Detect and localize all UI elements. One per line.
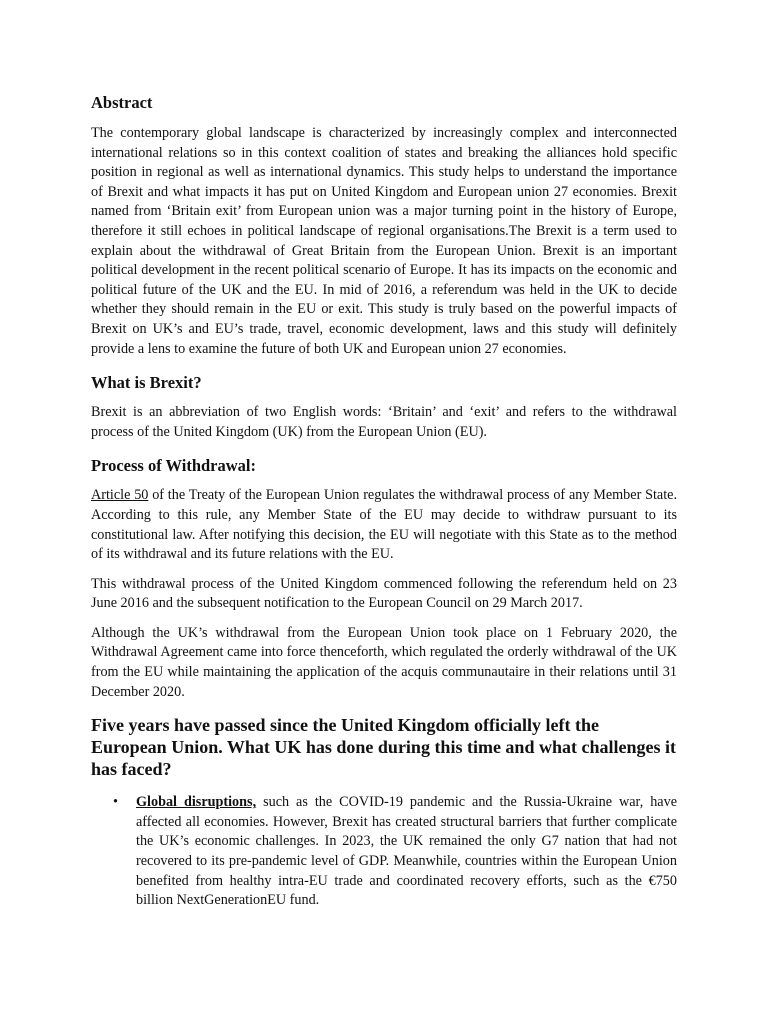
withdrawal-commenced-paragraph: This withdrawal process of the United Kingdom commenced following the referendum held on 23 June 2016 and the subsequent notification to the European Council on 29 March 2017. [91, 575, 677, 612]
list-item-paragraph [136, 793, 677, 911]
process-of-withdrawal-heading: Process of Withdrawal: [91, 456, 256, 476]
bullet-icon: • [113, 794, 118, 811]
article-50-paragraph-text: of the Treaty of the European Union regulates the withdrawal process of any Member State. According to this rule, any Member State of the EU may decide to withdraw pursuant to its constitutional law. After notifying this decision, the EU will negotiate with this State as to the method of its withdrawal and its future relations with the EU. [91, 487, 678, 563]
abstract-heading: Abstract [91, 93, 153, 112]
challenges-list [91, 793, 677, 911]
article-50-link[interactable]: Article 50 [91, 487, 149, 504]
bullet-lead-text: Global disruptions, [136, 794, 257, 811]
what-is-brexit-paragraph: Brexit is an abbreviation of two English words: ‘Britain’ and ‘exit’ and refers to the withdrawal process of the United Kingdom (UK) from the European Union (EU). [91, 404, 677, 440]
article-50-paragraph [91, 486, 677, 564]
bullet-body-text: such as the COVID-19 pandemic and the Russia-Ukraine war, have affected all economies. However, Brexit has created structural barriers that further complicate the UK’s economic challenges. In 2023, the UK remained the only G7 nation that had not recovered to its pre-pandemic level of GDP. Meanwhile, countries within the European Union benefited from healthy intra-EU trade and coordinated recovery efforts, such as the €750 billion NextGenerationEU fund. [136, 794, 677, 909]
withdrawal-agreement-paragraph: Although the UK’s withdrawal from the European Union took place on 1 February 2020, the Withdrawal Agreement came into force thenceforth, which regulated the orderly withdrawal of the UK from the EU while maintaining the application of the acquis communautaire in their relations until 31 December 2020. [91, 624, 677, 700]
five-years-heading: Five years have passed since the United Kingdom officially left the European Union. What UK has done during this time and what challenges it has faced? [91, 715, 676, 780]
abstract-paragraph: The contemporary global landscape is characterized by increasingly complex and interconnected international relations so in this context coalition of states and breaking the alliances hold specific position in regional as well as international dynamics. This study helps to understand the importance of Brexit and what impacts it has put on United Kingdom and European union 27 economies. Brexit named from ‘Britain exit’ from European union was a major turning point in the history of Europe, therefore it still echoes in political landscape of regional organisations.The Brexit is a term used to explain about the withdrawal of Great Britain from the European Union. Brexit is an important political development in the recent political scenario of Europe. It has its impacts on the economic and political future of the UK and the EU. In mid of 2016, a referendum was held in the UK to decide whether they should remain in the EU or exit. This study is truly based on the powerful impacts of Brexit on UK’s and EU’s trade, travel, economic development, laws and this study will definitely provide a lens to examine the future of both UK and European union 27 economies. [91, 125, 677, 357]
list-item [91, 793, 677, 911]
document-page [91, 92, 677, 911]
what-is-brexit-heading: What is Brexit? [91, 373, 202, 393]
